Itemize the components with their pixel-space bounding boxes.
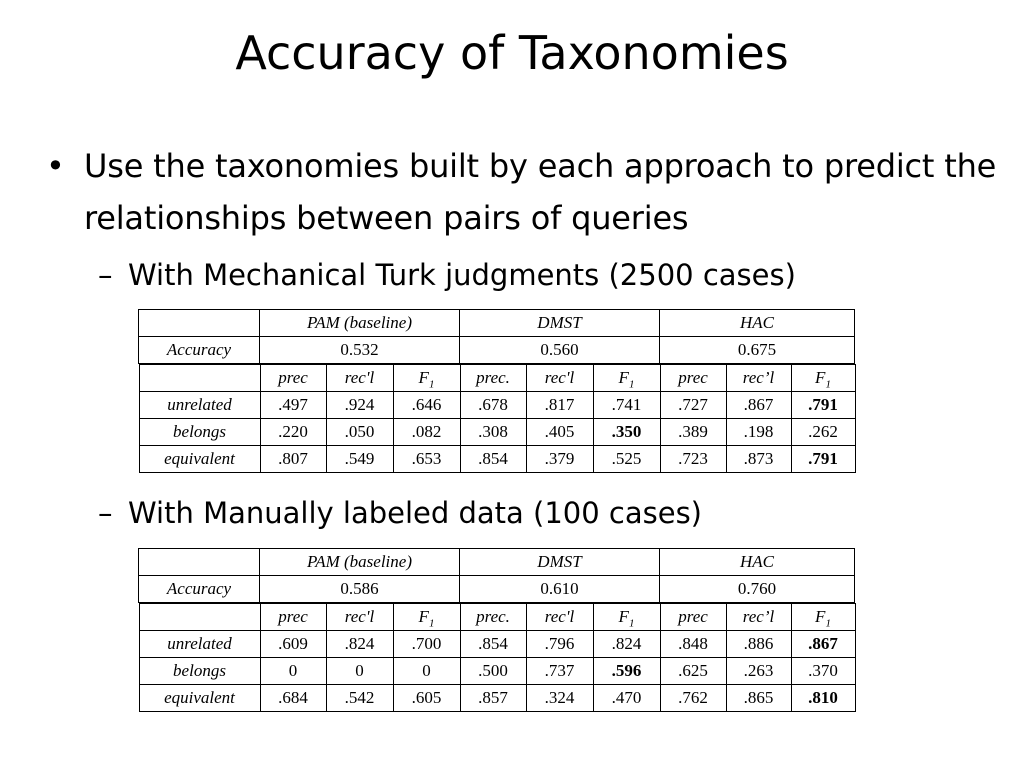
cell: .817 bbox=[526, 392, 593, 419]
cell: .262 bbox=[791, 419, 855, 446]
metric-header: $F_1$ bbox=[393, 604, 460, 631]
cell-best: .350 bbox=[593, 419, 660, 446]
sub-bullet-text: With Manually labeled data (100 cases) bbox=[128, 496, 702, 530]
accuracy-value: 0.532 bbox=[260, 337, 460, 364]
cell: .609 bbox=[260, 631, 326, 658]
accuracy-value: 0.760 bbox=[660, 576, 855, 603]
metric-header: rec’l bbox=[726, 365, 791, 392]
sub-bullet-mturk bbox=[98, 256, 796, 294]
corner-cell bbox=[139, 310, 260, 337]
metric-header: rec'l bbox=[326, 604, 393, 631]
row-label: belongs bbox=[139, 658, 260, 685]
cell: .308 bbox=[460, 419, 526, 446]
cell: .379 bbox=[526, 446, 593, 473]
metrics-header-row bbox=[139, 604, 855, 631]
sub-bullet-manual bbox=[98, 494, 702, 532]
cell: .678 bbox=[460, 392, 526, 419]
cell: .737 bbox=[526, 658, 593, 685]
cell: .867 bbox=[726, 392, 791, 419]
cell: .824 bbox=[593, 631, 660, 658]
empty-cell bbox=[139, 604, 260, 631]
results-table-mturk bbox=[138, 309, 855, 473]
metric-header: prec. bbox=[460, 365, 526, 392]
table-row bbox=[139, 446, 855, 473]
cell: .405 bbox=[526, 419, 593, 446]
cell: .848 bbox=[660, 631, 726, 658]
table-row bbox=[139, 549, 855, 576]
table-row bbox=[139, 419, 855, 446]
corner-cell bbox=[139, 549, 260, 576]
row-label: unrelated bbox=[139, 392, 260, 419]
cell: .854 bbox=[460, 446, 526, 473]
metric-header: $F_1$ bbox=[593, 604, 660, 631]
cell: .542 bbox=[326, 685, 393, 712]
table-row bbox=[139, 310, 855, 337]
metrics-header-row bbox=[139, 365, 855, 392]
metric-header: prec bbox=[660, 365, 726, 392]
table-row bbox=[139, 658, 855, 685]
table-row bbox=[139, 364, 855, 474]
method-header: DMST bbox=[460, 549, 660, 576]
table-row bbox=[139, 392, 855, 419]
cell: .700 bbox=[393, 631, 460, 658]
cell-best: .791 bbox=[791, 446, 855, 473]
metric-header: prec bbox=[260, 365, 326, 392]
metric-header: rec'l bbox=[526, 365, 593, 392]
table-row bbox=[139, 603, 855, 713]
main-bullet bbox=[46, 140, 1016, 244]
cell: .220 bbox=[260, 419, 326, 446]
cell: .886 bbox=[726, 631, 791, 658]
metric-header: $F_1$ bbox=[593, 365, 660, 392]
cell: .762 bbox=[660, 685, 726, 712]
cell: 0 bbox=[326, 658, 393, 685]
cell: .198 bbox=[726, 419, 791, 446]
metrics-subtable bbox=[139, 603, 856, 712]
cell: .873 bbox=[726, 446, 791, 473]
method-header: HAC bbox=[660, 549, 855, 576]
row-label: equivalent bbox=[139, 685, 260, 712]
row-label: belongs bbox=[139, 419, 260, 446]
metric-header: rec'l bbox=[526, 604, 593, 631]
metrics-subtable bbox=[139, 364, 856, 473]
cell: .500 bbox=[460, 658, 526, 685]
results-table-manual bbox=[138, 548, 855, 712]
bullet-dot-icon: • bbox=[46, 147, 65, 185]
dash-icon: – bbox=[98, 258, 113, 292]
cell: .924 bbox=[326, 392, 393, 419]
cell: .723 bbox=[660, 446, 726, 473]
cell: .605 bbox=[393, 685, 460, 712]
slide-title: Accuracy of Taxonomies bbox=[235, 26, 789, 80]
cell-best: .791 bbox=[791, 392, 855, 419]
sub-bullet-text: With Mechanical Turk judgments (2500 cases) bbox=[128, 258, 796, 292]
cell: .263 bbox=[726, 658, 791, 685]
metric-header: rec'l bbox=[326, 365, 393, 392]
accuracy-label: Accuracy bbox=[139, 576, 260, 603]
table-row bbox=[139, 631, 855, 658]
cell: .865 bbox=[726, 685, 791, 712]
cell: .549 bbox=[326, 446, 393, 473]
empty-cell bbox=[139, 365, 260, 392]
method-header: HAC bbox=[660, 310, 855, 337]
cell: .082 bbox=[393, 419, 460, 446]
cell: .470 bbox=[593, 685, 660, 712]
cell: .050 bbox=[326, 419, 393, 446]
cell: 0 bbox=[393, 658, 460, 685]
cell: 0 bbox=[260, 658, 326, 685]
cell: .625 bbox=[660, 658, 726, 685]
method-header: PAM (baseline) bbox=[260, 310, 460, 337]
metric-header: rec’l bbox=[726, 604, 791, 631]
table-row bbox=[139, 685, 855, 712]
cell-best: .867 bbox=[791, 631, 855, 658]
cell: .854 bbox=[460, 631, 526, 658]
accuracy-value: 0.560 bbox=[460, 337, 660, 364]
cell: .324 bbox=[526, 685, 593, 712]
cell: .727 bbox=[660, 392, 726, 419]
cell: .807 bbox=[260, 446, 326, 473]
cell: .653 bbox=[393, 446, 460, 473]
cell: .684 bbox=[260, 685, 326, 712]
metric-header: $F_1$ bbox=[791, 365, 855, 392]
table-row bbox=[139, 337, 855, 364]
row-label: unrelated bbox=[139, 631, 260, 658]
accuracy-label: Accuracy bbox=[139, 337, 260, 364]
cell-best: .596 bbox=[593, 658, 660, 685]
cell: .824 bbox=[326, 631, 393, 658]
cell: .796 bbox=[526, 631, 593, 658]
cell-best: .810 bbox=[791, 685, 855, 712]
row-label: equivalent bbox=[139, 446, 260, 473]
cell: .525 bbox=[593, 446, 660, 473]
method-header: PAM (baseline) bbox=[260, 549, 460, 576]
metric-header: $F_1$ bbox=[393, 365, 460, 392]
cell: .646 bbox=[393, 392, 460, 419]
dash-icon: – bbox=[98, 496, 113, 530]
method-header: DMST bbox=[460, 310, 660, 337]
cell: .741 bbox=[593, 392, 660, 419]
table-row bbox=[139, 576, 855, 603]
metric-header: $F_1$ bbox=[791, 604, 855, 631]
accuracy-value: 0.586 bbox=[260, 576, 460, 603]
cell: .370 bbox=[791, 658, 855, 685]
main-bullet-text: Use the taxonomies built by each approach to predict the relationships between pairs of queries bbox=[84, 147, 997, 237]
accuracy-value: 0.610 bbox=[460, 576, 660, 603]
metric-header: prec bbox=[260, 604, 326, 631]
metric-header: prec. bbox=[460, 604, 526, 631]
cell: .857 bbox=[460, 685, 526, 712]
accuracy-value: 0.675 bbox=[660, 337, 855, 364]
cell: .497 bbox=[260, 392, 326, 419]
metric-header: prec bbox=[660, 604, 726, 631]
cell: .389 bbox=[660, 419, 726, 446]
